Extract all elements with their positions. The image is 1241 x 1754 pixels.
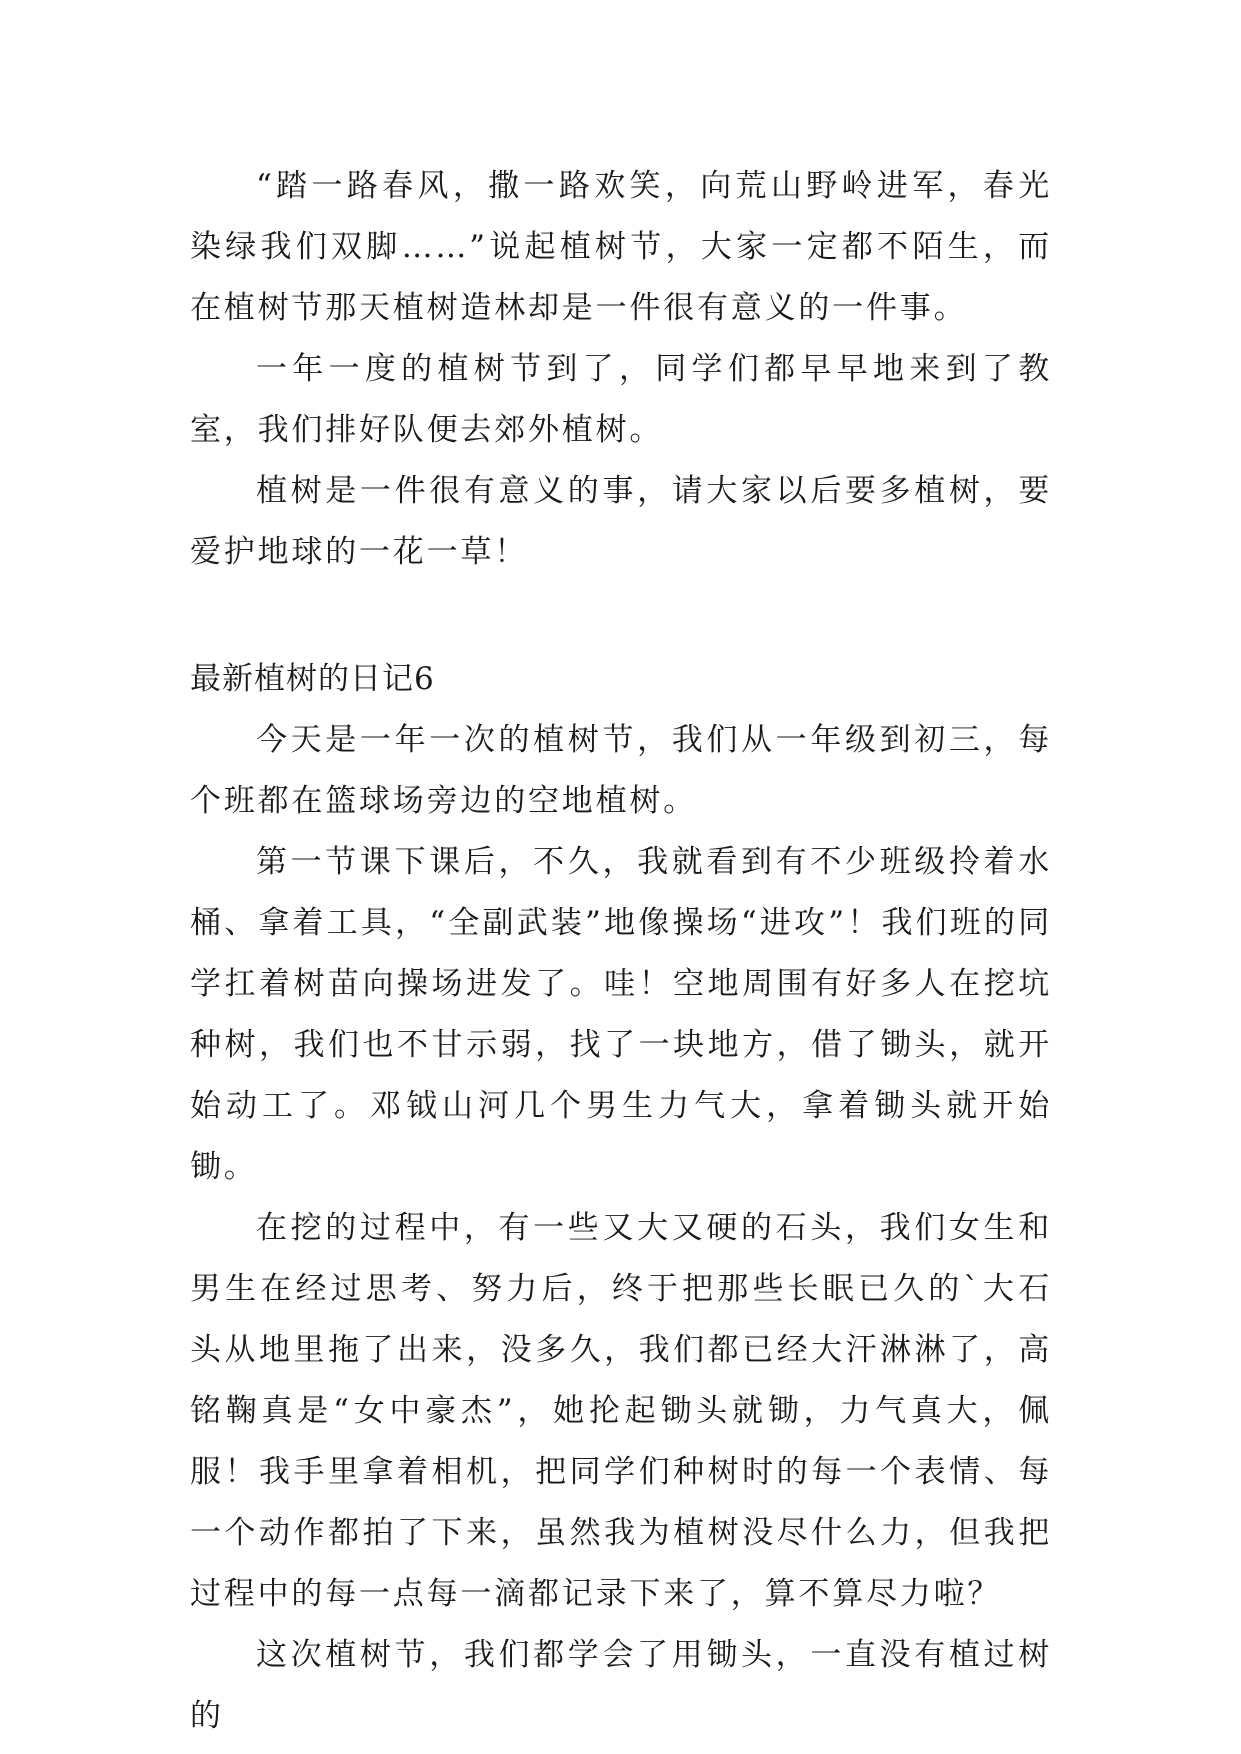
paragraph-first-class: 第一节课下课后，不久，我就看到有不少班级拎着水桶、拿着工具，“全副武装”地像操场“进攻”！我们班的同学扛着树苗向操场进发了。哇！空地周围有好多人在挖坑种树，我们也不甘示弱，找了一块地方，借了锄头，就开始动工了。邓钺山河几个男生力气大，拿着锄头就开始锄。 bbox=[190, 844, 1052, 1185]
paragraph-closing-appeal: 植树是一件很有意义的事，请大家以后要多植树，要爱护地球的一花一草！ bbox=[190, 473, 1052, 570]
paragraph-digging: 在挖的过程中，有一些又大又硬的石头，我们女生和男生在经过思考、努力后，终于把那些长眠已久的`大石头从地里拖了出来，没多久，我们都已经大汗淋淋了，高铭鞠真是“女中豪杰”，她抡起锄头就锄，力气真大，佩服！我手里拿着相机，把同学们种树时的每一个表情、每一个动作都拍了下来，虽然我为植树没尽什么力，但我把过程中的每一点每一滴都记录下来了，算不算尽力啦？ bbox=[190, 1210, 1052, 1612]
section-title: 最新植树的日记6 bbox=[190, 661, 435, 697]
document-body bbox=[190, 156, 1052, 1747]
paragraph-spring-quote: “踏一路春风，撒一路欢笑，向荒山野岭进军，春光染绿我们双脚……”说起植树节，大家一定都不陌生，而在植树节那天植树造林却是一件很有意义的一件事。 bbox=[190, 168, 1052, 326]
paragraph-arbor-day-arrival: 一年一度的植树节到了，同学们都早早地来到了教室，我们排好队便去郊外植树。 bbox=[190, 351, 1052, 448]
section-spacer bbox=[190, 583, 1052, 649]
paragraph-intro: 今天是一年一次的植树节，我们从一年级到初三，每个班都在篮球场旁边的空地植树。 bbox=[190, 722, 1052, 819]
paragraph-conclusion: 这次植树节，我们都学会了用锄头，一直没有植过树的 bbox=[190, 1637, 1052, 1734]
